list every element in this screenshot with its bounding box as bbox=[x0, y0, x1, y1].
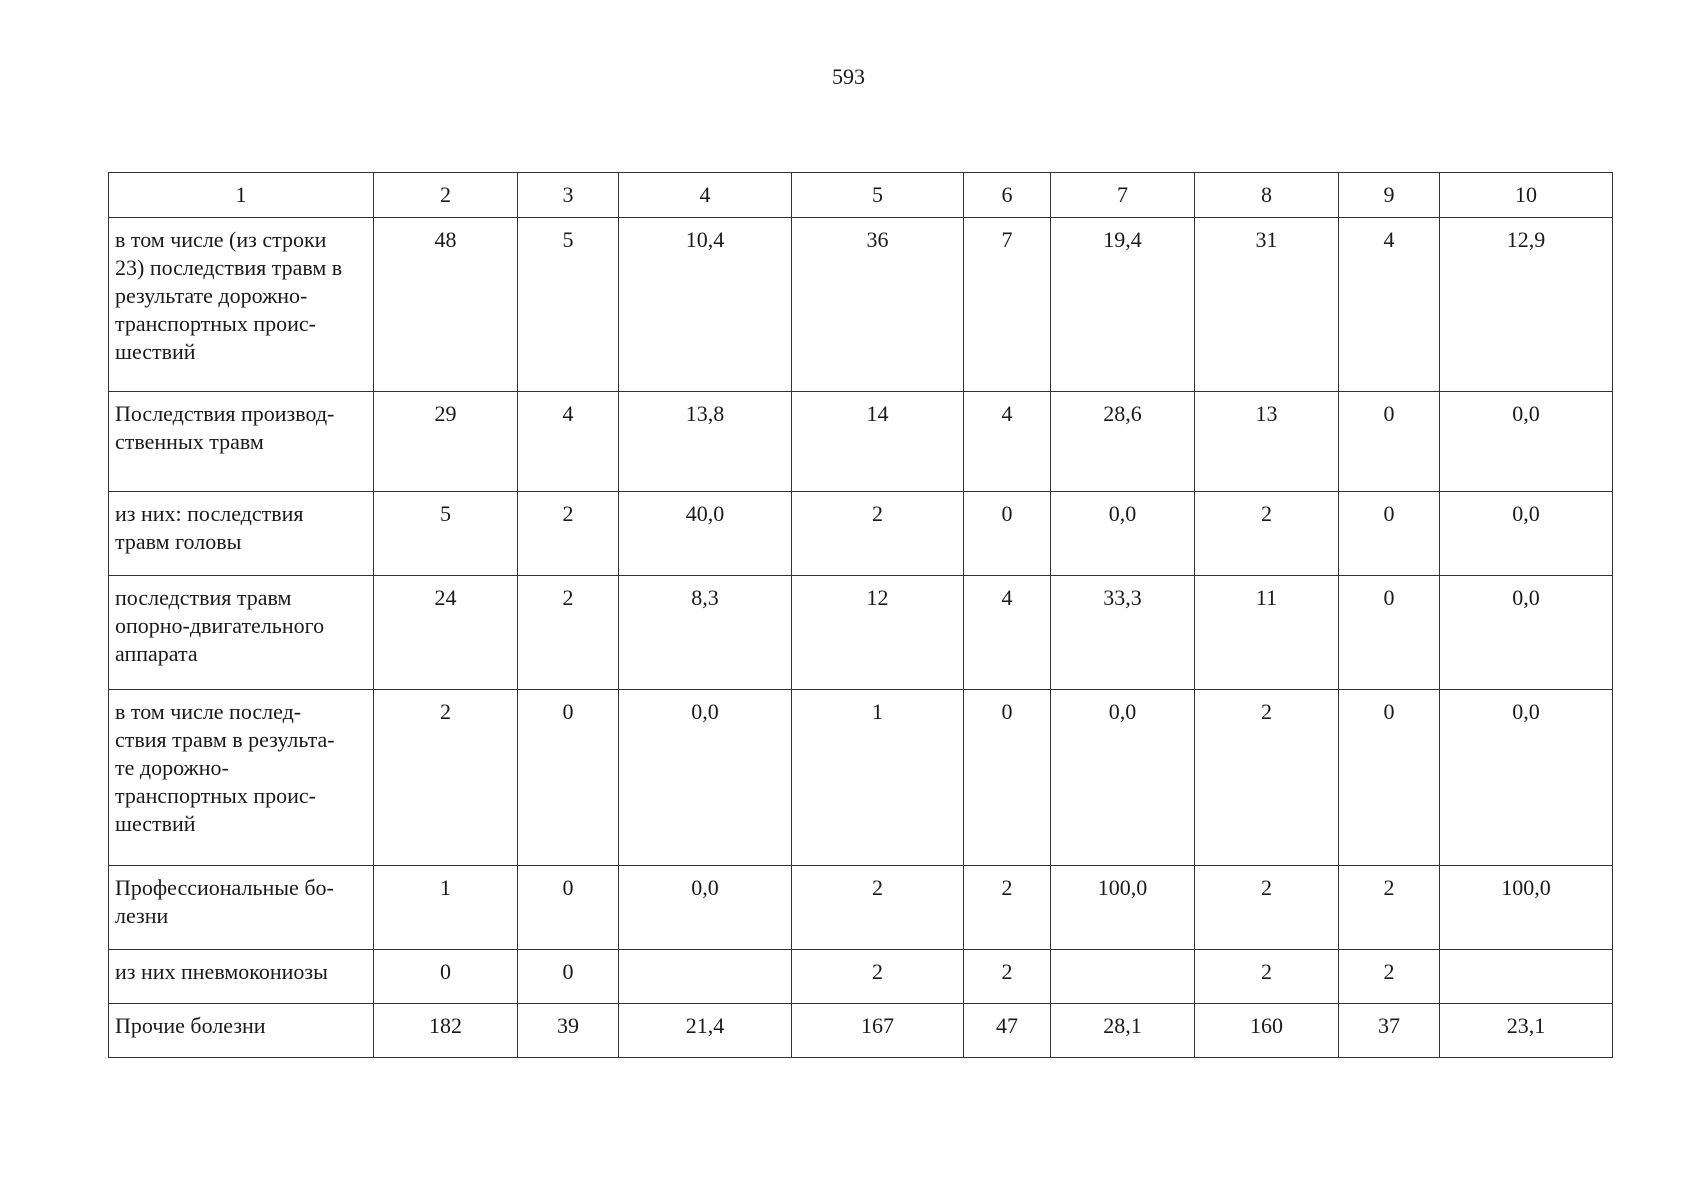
row-label: Прочие болезни bbox=[109, 1004, 374, 1058]
table-cell: 8,3 bbox=[619, 576, 792, 690]
table-cell: 36 bbox=[792, 218, 964, 392]
table-cell: 31 bbox=[1195, 218, 1339, 392]
table-cell: 1 bbox=[374, 866, 518, 950]
row-label: в том числе (из строки 23) последствия травм в результате дорожно- транспортных проис- шествий bbox=[109, 218, 374, 392]
table-cell: 19,4 bbox=[1051, 218, 1195, 392]
table-cell: 100,0 bbox=[1051, 866, 1195, 950]
table-cell: 0,0 bbox=[1440, 690, 1613, 866]
column-number-header: 10 bbox=[1440, 173, 1613, 218]
table-cell: 7 bbox=[964, 218, 1051, 392]
table-cell: 0,0 bbox=[1051, 492, 1195, 576]
table-cell: 2 bbox=[792, 866, 964, 950]
table-cell: 0 bbox=[964, 690, 1051, 866]
table-cell: 2 bbox=[792, 492, 964, 576]
table-cell: 2 bbox=[1195, 950, 1339, 1004]
table-cell: 182 bbox=[374, 1004, 518, 1058]
row-label: Профессиональные бо- лезни bbox=[109, 866, 374, 950]
table-row bbox=[109, 690, 1613, 866]
table-row bbox=[109, 950, 1613, 1004]
table-cell: 0 bbox=[518, 690, 619, 866]
table-cell: 0 bbox=[1339, 492, 1440, 576]
table-cell: 2 bbox=[964, 866, 1051, 950]
table-cell: 167 bbox=[792, 1004, 964, 1058]
table-cell bbox=[1051, 950, 1195, 1004]
column-number-header: 5 bbox=[792, 173, 964, 218]
statistics-table bbox=[108, 172, 1613, 1058]
table-cell: 0 bbox=[964, 492, 1051, 576]
table-row bbox=[109, 866, 1613, 950]
table-cell: 40,0 bbox=[619, 492, 792, 576]
table-cell: 23,1 bbox=[1440, 1004, 1613, 1058]
column-number-header: 7 bbox=[1051, 173, 1195, 218]
table-cell: 28,6 bbox=[1051, 392, 1195, 492]
column-number-header: 6 bbox=[964, 173, 1051, 218]
table-cell: 47 bbox=[964, 1004, 1051, 1058]
table-cell: 0 bbox=[518, 950, 619, 1004]
column-number-header: 1 bbox=[109, 173, 374, 218]
page-number: 593 bbox=[832, 64, 865, 89]
table-cell: 4 bbox=[518, 392, 619, 492]
table-cell: 2 bbox=[1195, 492, 1339, 576]
row-label: Последствия производ- ственных травм bbox=[109, 392, 374, 492]
table-cell bbox=[1440, 950, 1613, 1004]
table-cell: 4 bbox=[964, 392, 1051, 492]
table-cell: 12,9 bbox=[1440, 218, 1613, 392]
table-cell: 2 bbox=[1339, 866, 1440, 950]
row-label: в том числе послед- ствия травм в результа- те дорожно- транспортных проис- шествий bbox=[109, 690, 374, 866]
table-cell: 14 bbox=[792, 392, 964, 492]
column-number-header: 8 bbox=[1195, 173, 1339, 218]
table-cell: 0 bbox=[374, 950, 518, 1004]
table-cell: 28,1 bbox=[1051, 1004, 1195, 1058]
table-row bbox=[109, 392, 1613, 492]
table-cell: 29 bbox=[374, 392, 518, 492]
table-cell: 2 bbox=[1339, 950, 1440, 1004]
table-cell: 2 bbox=[1195, 866, 1339, 950]
table-cell: 11 bbox=[1195, 576, 1339, 690]
table-cell: 4 bbox=[964, 576, 1051, 690]
table-cell: 5 bbox=[518, 218, 619, 392]
table-cell: 10,4 bbox=[619, 218, 792, 392]
column-number-header: 9 bbox=[1339, 173, 1440, 218]
row-label: из них: последствия травм головы bbox=[109, 492, 374, 576]
table-cell: 48 bbox=[374, 218, 518, 392]
table-cell bbox=[619, 950, 792, 1004]
table-cell: 37 bbox=[1339, 1004, 1440, 1058]
table-cell: 0 bbox=[518, 866, 619, 950]
table-cell: 100,0 bbox=[1440, 866, 1613, 950]
table-cell: 2 bbox=[792, 950, 964, 1004]
table-cell: 2 bbox=[374, 690, 518, 866]
table-cell: 0 bbox=[1339, 576, 1440, 690]
table-cell: 0,0 bbox=[1440, 492, 1613, 576]
table-cell: 0,0 bbox=[619, 690, 792, 866]
table-cell: 4 bbox=[1339, 218, 1440, 392]
column-number-header: 4 bbox=[619, 173, 792, 218]
table-cell: 160 bbox=[1195, 1004, 1339, 1058]
table-row bbox=[109, 218, 1613, 392]
table-cell: 21,4 bbox=[619, 1004, 792, 1058]
table-cell: 13 bbox=[1195, 392, 1339, 492]
table-cell: 0 bbox=[1339, 690, 1440, 866]
table-row bbox=[109, 576, 1613, 690]
table-cell: 0,0 bbox=[1440, 392, 1613, 492]
table-cell: 0,0 bbox=[1440, 576, 1613, 690]
row-label: последствия травм опорно-двигательного аппарата bbox=[109, 576, 374, 690]
table-cell: 1 bbox=[792, 690, 964, 866]
table-row bbox=[109, 1004, 1613, 1058]
table-cell: 13,8 bbox=[619, 392, 792, 492]
table-cell: 0,0 bbox=[1051, 690, 1195, 866]
table-cell: 2 bbox=[518, 492, 619, 576]
table-cell: 2 bbox=[964, 950, 1051, 1004]
table-cell: 12 bbox=[792, 576, 964, 690]
column-number-header: 2 bbox=[374, 173, 518, 218]
row-label: из них пневмокониозы bbox=[109, 950, 374, 1004]
table-cell: 24 bbox=[374, 576, 518, 690]
table-header-row bbox=[109, 173, 1613, 218]
table-cell: 0,0 bbox=[619, 866, 792, 950]
table-cell: 2 bbox=[1195, 690, 1339, 866]
table-cell: 2 bbox=[518, 576, 619, 690]
column-number-header: 3 bbox=[518, 173, 619, 218]
table-cell: 39 bbox=[518, 1004, 619, 1058]
table-cell: 0 bbox=[1339, 392, 1440, 492]
table-cell: 5 bbox=[374, 492, 518, 576]
table-row bbox=[109, 492, 1613, 576]
table-cell: 33,3 bbox=[1051, 576, 1195, 690]
